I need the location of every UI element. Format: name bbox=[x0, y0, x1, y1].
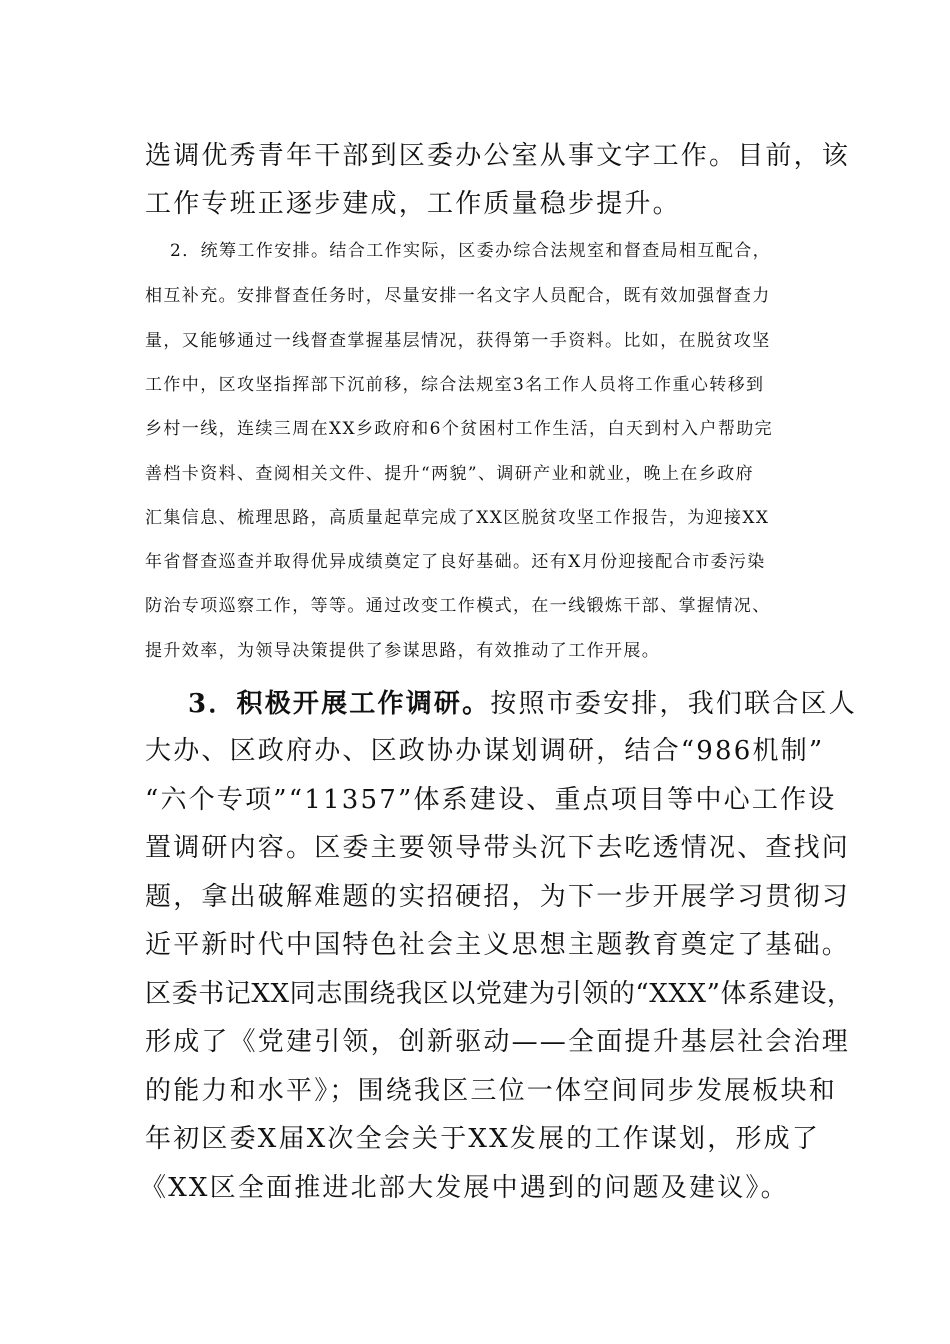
paragraph-3-line-2: 大办、区政府办、区政协办谋划调研，结合“986机制” bbox=[145, 736, 825, 766]
paragraph-3-line-7: 区委书记XX同志围绕我区以党建为引领的“XXX”体系建设， bbox=[145, 979, 854, 1009]
paragraph-1-line-2: 工作专班正逐步建成，工作质量稳步提升。 bbox=[145, 189, 681, 219]
paragraph-2-line-9: 防治专项巡察工作，等等。通过改变工作模式，在一线锻炼干部、掌握情况、 bbox=[145, 596, 771, 616]
paragraph-2-line-10: 提升效率，为领导决策提供了参谋思路，有效推动了工作开展。 bbox=[145, 641, 661, 661]
paragraph-3-line-5: 题，拿出破解难题的实招硬招，为下一步开展学习贯彻习 bbox=[145, 882, 851, 912]
paragraph-3-line-9: 的能力和水平》；围绕我区三位一体空间同步发展板块和 bbox=[145, 1076, 838, 1106]
paragraph-3-line-8: 形成了《党建引领，创新驱动——全面提升基层社会治理 bbox=[145, 1027, 851, 1057]
paragraph-3-line-11: 《XX区全面推进北部大发展中遇到的问题及建议》。 bbox=[140, 1173, 789, 1203]
paragraph-3-line-3: “六个专项”“11357”体系建设、重点项目等中心工作设 bbox=[145, 785, 837, 815]
section-heading: 3．积极开展工作调研。 bbox=[188, 689, 491, 719]
paragraph-3-line-6: 近平新时代中国特色社会主义思想主题教育奠定了基础。 bbox=[145, 930, 851, 960]
paragraph-3-line-10: 年初区委X届X次全会关于XX发展的工作谋划，形成了 bbox=[145, 1124, 821, 1154]
paragraph-2-line-4: 工作中，区攻坚指挥部下沉前移，综合法规室3名工作人员将工作重心转移到 bbox=[145, 375, 765, 395]
paragraph-2-line-1: 2．统筹工作安排。结合工作实际，区委办综合法规室和督查局相互配合， bbox=[170, 241, 772, 261]
paragraph-3-line-4: 置调研内容。区委主要领导带头沉下去吃透情况、查找问 bbox=[145, 833, 851, 863]
paragraph-2-line-7: 汇集信息、梳理思路，高质量起草完成了XX区脱贫攻坚工作报告，为迎接XX bbox=[145, 508, 770, 528]
paragraph-3-line-1 bbox=[188, 683, 857, 720]
paragraph-1-line-1: 选调优秀青年干部到区委办公室从事文字工作。目前，该 bbox=[145, 141, 851, 171]
paragraph-2-line-6: 善档卡资料、查阅相关文件、提升“两貌”、调研产业和就业，晚上在乡政府 bbox=[145, 464, 754, 484]
paragraph-3-line-1-text: 按照市委安排，我们联合区人 bbox=[490, 689, 857, 719]
paragraph-2-line-5: 乡村一线，连续三周在XX乡政府和6个贫困村工作生活，白天到村入户帮助完 bbox=[145, 419, 774, 439]
paragraph-2-line-3: 量，又能够通过一线督查掌握基层情况，获得第一手资料。比如，在脱贫攻坚 bbox=[145, 331, 771, 351]
paragraph-2-line-2: 相互补充。安排督查任务时，尽量安排一名文字人员配合，既有效加强督查力 bbox=[145, 286, 771, 306]
paragraph-2-line-8: 年省督查巡查并取得优异成绩奠定了良好基础。还有X月份迎接配合市委污染 bbox=[145, 552, 766, 572]
